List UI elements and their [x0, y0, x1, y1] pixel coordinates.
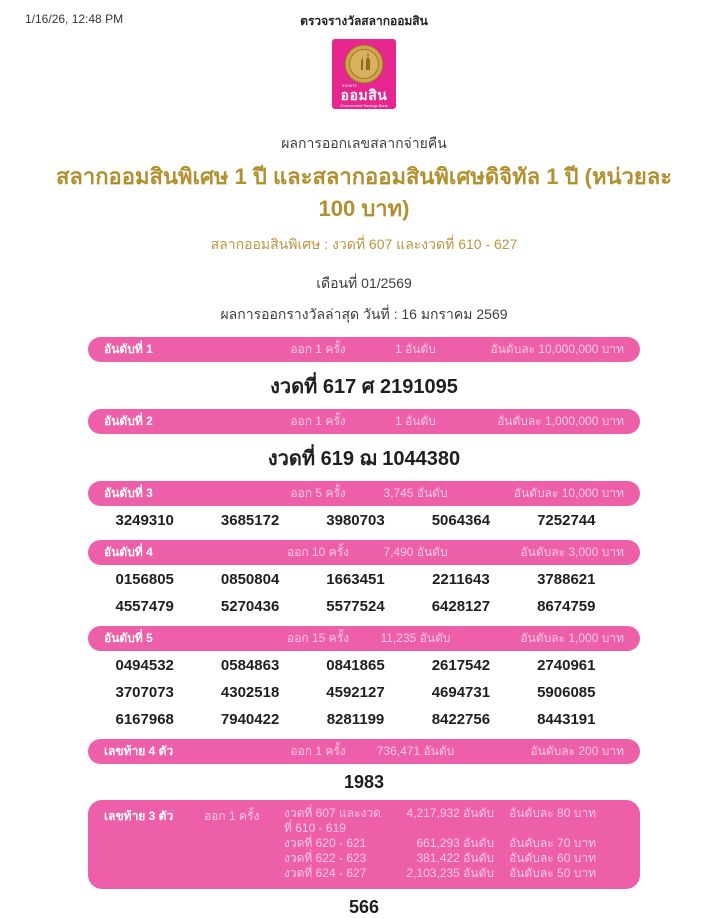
winning-number: 7252744	[537, 511, 596, 529]
winning-number: 0156805	[115, 570, 174, 588]
tier-label: อันดับที่ 4	[104, 544, 153, 559]
gsb-emblem-icon	[344, 44, 384, 84]
prize-banner-last4	[88, 739, 640, 764]
tier-count: 381,422 อันดับ	[416, 850, 494, 865]
winning-numbers-tier4	[92, 566, 619, 620]
prize-banner-1	[88, 337, 640, 362]
tier-draws: ออก 1 ครั้ง	[290, 341, 346, 356]
winning-number: 3788621	[537, 570, 596, 588]
tier-count: 4,217,932 อันดับ	[406, 805, 494, 820]
winning-number: 8281199	[326, 710, 385, 728]
draw-range: งวดที่ 607 และงวดที่ 610 - 619	[284, 805, 381, 835]
last3-row	[284, 836, 624, 851]
logo-bank-name: ออมสิน	[340, 87, 388, 103]
gsb-logo	[332, 39, 396, 109]
winning-number: 0841865	[326, 656, 385, 674]
winning-number: 8422756	[431, 710, 491, 728]
tier-prize: อันดับละ 80 บาท	[509, 805, 596, 820]
winning-number: 4694731	[431, 683, 491, 701]
tier-count: 2,103,235 อันดับ	[406, 865, 494, 880]
winning-number: 1663451	[326, 570, 385, 588]
winning-number: 4592127	[326, 683, 385, 701]
winning-number: 5906085	[537, 683, 596, 701]
tier-count: 736,471 อันดับ	[376, 743, 455, 758]
prize-banner-2	[88, 409, 640, 434]
winning-number: 8674759	[537, 597, 596, 615]
tier-label: เลขท้าย 4 ตัว	[104, 743, 174, 758]
results-content	[88, 337, 640, 918]
winning-number: 7940422	[220, 710, 280, 728]
winning-number: 3249310	[115, 511, 174, 529]
winning-number: 4302518	[220, 683, 280, 701]
winning-number: 0494532	[115, 656, 174, 674]
winning-number: 3707073	[115, 683, 174, 701]
tier-count: 7,490 อันดับ	[383, 544, 448, 559]
tier-draws: ออก 15 ครั้ง	[286, 630, 350, 645]
last3-row	[284, 851, 624, 866]
month-label: เดือนที่ 01/2569	[316, 274, 412, 291]
winning-number: 4557479	[115, 597, 174, 615]
tier-prize: อันดับละ 200 บาท	[530, 743, 624, 758]
tier-prize: อันดับละ 60 บาท	[509, 850, 596, 865]
last3-rows	[284, 806, 624, 881]
tier-count: 11,235 อันดับ	[380, 630, 451, 645]
winning-number: 8443191	[537, 710, 596, 728]
winning-number-last4: 1983	[343, 771, 385, 792]
tier-prize: อันดับละ 10,000,000 บาท	[490, 341, 624, 356]
lottery-title: สลากออมสินพิเศษ 1 ปี และสลากออมสินพิเศษดิจิทัล 1 ปี (หน่วยละ 100 บาท)	[55, 164, 673, 221]
print-timestamp: 1/16/26, 12:48 PM	[25, 12, 124, 26]
winning-number: 5064364	[431, 511, 491, 529]
winning-number: 3980703	[326, 511, 385, 529]
tier-draws: ออก 10 ครั้ง	[286, 544, 350, 559]
tier-label: อันดับที่ 5	[104, 630, 153, 645]
tier-prize: อันดับละ 50 บาท	[509, 865, 596, 880]
tier-prize: อันดับละ 10,000 บาท	[513, 485, 624, 500]
prize-block-last3	[88, 800, 640, 889]
winning-number-last3: 566	[348, 896, 380, 917]
tier-label: เลขท้าย 3 ตัว	[104, 808, 174, 823]
tier-label: อันดับที่ 3	[104, 485, 153, 500]
winning-number: 2740961	[537, 656, 596, 674]
tier-draws: ออก 1 ครั้ง	[290, 743, 346, 758]
tier-count: 661,293 อันดับ	[416, 835, 494, 850]
winning-number: 2211643	[432, 570, 490, 588]
tier-draws: ออก 5 ครั้ง	[290, 485, 346, 500]
last3-row	[284, 806, 624, 836]
winning-number: 0850804	[220, 570, 280, 588]
winning-number: 5270436	[220, 597, 280, 615]
tier-draws: ออก 1 ครั้ง	[204, 808, 260, 823]
prize-banner-5	[88, 626, 640, 651]
winning-number: 2617542	[431, 656, 491, 674]
draw-range: งวดที่ 622 - 623	[284, 850, 367, 865]
winning-numbers-tier5	[92, 652, 619, 733]
tier-count: 1 อันดับ	[395, 413, 436, 428]
prize-banner-4	[88, 540, 640, 565]
winning-number-tier2: งวดที่ 619 ฌ 1044380	[267, 447, 461, 470]
tier-draws: ออก 1 ครั้ง	[290, 413, 346, 428]
tier-count: 1 อันดับ	[395, 341, 436, 356]
tier-count: 3,745 อันดับ	[383, 485, 448, 500]
winning-number: 6167968	[115, 710, 174, 728]
winning-number: 3685172	[220, 511, 280, 529]
tier-label: อันดับที่ 2	[104, 413, 153, 428]
logo-bank-small-label: ธนาคาร	[342, 83, 357, 88]
draw-range: งวดที่ 620 - 621	[284, 835, 367, 850]
tier-prize: อันดับละ 3,000 บาท	[520, 544, 624, 559]
winning-number-tier1: งวดที่ 617 ศ 2191095	[270, 375, 458, 398]
winning-number: 6428127	[431, 597, 491, 615]
latest-draw-date: ผลการออกรางวัลล่าสุด วันที่ : 16 มกราคม 2569	[220, 305, 508, 322]
results-heading: ผลการออกเลขสลากจ่ายคืน	[281, 135, 447, 151]
draw-range-subtitle: สลากออมสินพิเศษ : งวดที่ 607 และงวดที่ 610 - 627	[210, 235, 518, 252]
tier-prize: อันดับละ 1,000,000 บาท	[497, 413, 624, 428]
tier-prize: อันดับละ 1,000 บาท	[520, 630, 624, 645]
prize-banner-3	[88, 481, 640, 506]
logo-bank-subtitle: Government Savings Bank	[340, 103, 388, 108]
tier-prize: อันดับละ 70 บาท	[509, 835, 596, 850]
draw-range: งวดที่ 624 - 627	[284, 865, 367, 880]
winning-numbers-tier3	[92, 507, 619, 534]
last3-row	[284, 866, 624, 881]
winning-number: 0584863	[220, 656, 280, 674]
winning-number: 5577524	[326, 597, 385, 615]
document-title: ตรวจรางวัลสลากออมสิน	[300, 14, 428, 28]
tier-label: อันดับที่ 1	[104, 341, 153, 356]
